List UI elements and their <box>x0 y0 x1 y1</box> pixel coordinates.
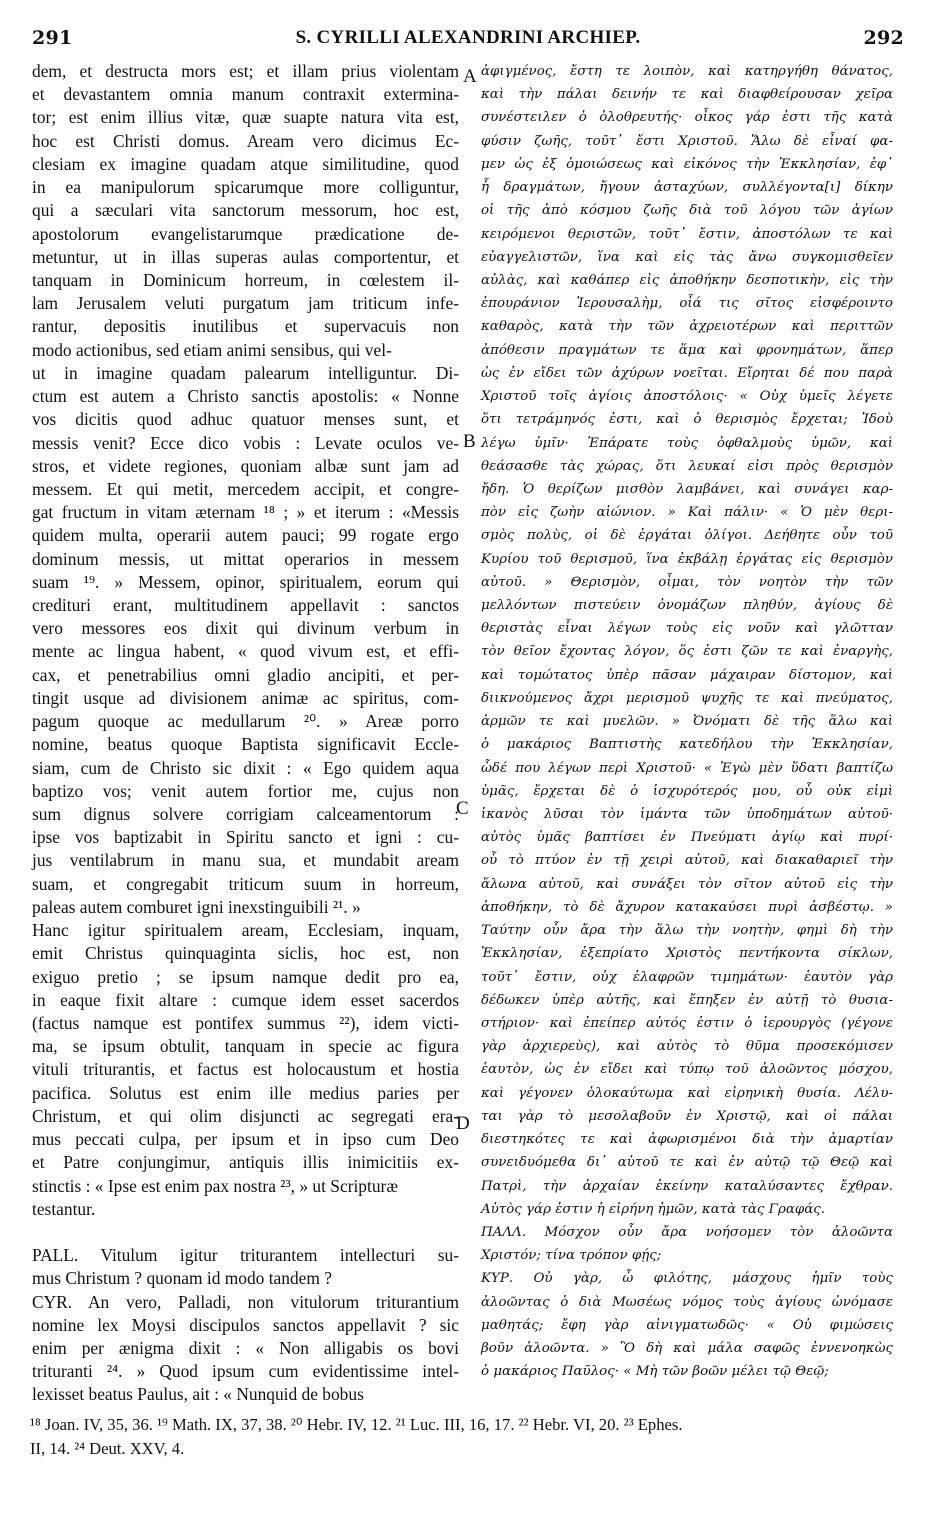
greek-text-line: ἅλωνα αὐτοῦ, καὶ συνάξει τὸν σῖτον αὐτοῦ εἰς τὴν <box>481 876 893 892</box>
greek-text-line: μαθητάς; ἔφη γὰρ αἰνιγματωδῶς· « Οὐ φιμώσεις <box>481 1317 893 1333</box>
latin-text-line: ipse vos baptizabit in Spiritu sancto et igni : cu- <box>32 827 459 848</box>
greek-text-line: στήριον· καὶ ἐπείπερ αὐτός ἐστιν ὁ ἱερουργὸς (γέγονε <box>481 1015 893 1031</box>
greek-text-line: κειρόμενοι θεριστῶν, τοῦτ᾿ ἔστιν, ἀποστόλων τε καὶ <box>481 226 893 242</box>
greek-text-line: καὶ τὴν πάλαι δεινήν τε καὶ διαφθείρουσαν χεῖρα <box>481 87 893 103</box>
greek-text-line: ὧδέ που λέγων περὶ Χριστοῦ· « Ἐγὼ μὲν ὕδατι βαπτίζω <box>481 760 893 776</box>
margin-letter-b: B <box>463 431 476 452</box>
latin-text-line: mus peccati culpa, per ipsum et in ipso cum Deo <box>32 1129 459 1150</box>
latin-text-line: vituli triturantis, et factus est holocaustum et hostia <box>32 1059 459 1080</box>
latin-text-line: apostolorum evangelistarumque prædicatione de- <box>32 223 459 244</box>
greek-column <box>481 60 893 1383</box>
page-number-right: 292 <box>863 27 904 49</box>
greek-text-line: λέγω ὑμῖν· Ἐπάρατε τοὺς ὀφθαλμοὺς ὑμῶν, καὶ <box>481 435 893 451</box>
greek-text-line: αὐτοῦ. » Θερισμὸν, οἶμαι, τὸν νοητὸν τὴν τῶν <box>481 574 893 590</box>
latin-text-line: clesiam ex imagine quadam atque similitudine, quod <box>32 153 459 174</box>
latin-text-line: nomine, beatus quoque Baptista significavit Eccle- <box>32 734 459 755</box>
greek-text-line: τοῦτ᾿ ἔστιν, οὐχ ἐλαφρῶν τιμημάτων· ἑαυτὸν γὰρ <box>481 969 893 985</box>
greek-text-line: ἀποθήκην, τὸ δὲ ἄχυρον κατακαύσει πυρὶ ἀσβέστῳ. » <box>481 899 893 915</box>
latin-text-line: et devastantem omnia manum contraxit extermina- <box>32 84 459 105</box>
latin-text-line: pacifica. Solutus est enim ille medius paries per <box>32 1082 459 1103</box>
greek-text-line: ἁρμῶν τε καὶ μυελῶν. » Ὀνόματι δὲ τῆς ἅλω καὶ <box>481 714 893 730</box>
greek-text-line: τὸν θεῖον ἔχοντας λόγον, ὅς ἐστι ζῶν τε καὶ ἐναργὴς, <box>481 644 893 660</box>
latin-text-line: vos dicitis quod adhuc quatuor menses sunt, et <box>32 409 459 430</box>
latin-text-line: paleas autem comburet igni inexstinguibili ²¹. » <box>32 896 361 917</box>
latin-text-line: tingit usque ad divisionem animæ ac spiritus, com- <box>32 687 459 708</box>
greek-text-line: συνέστειλεν ὁ ὀλοθρευτής· οἶκος γάρ ἐστι τῆς κατὰ <box>481 110 893 126</box>
latin-text-line: suam ¹⁹. » Messem, opinor, spiritualem, eorum qui <box>32 571 459 592</box>
latin-text-line: modo actionibus, sed etiam animi sensibus, qui vel- <box>32 339 392 360</box>
latin-text-line: emit Christus quinquaginta siclis, hoc est, non <box>32 943 459 964</box>
latin-text-line: quidem multa, operarii autem pauci; 99 rogate ergo <box>32 525 459 546</box>
paragraph-gap <box>32 1221 459 1244</box>
latin-text-line: ma, se ipsum obtulit, tanquam in specie ac figura <box>32 1036 459 1057</box>
margin-letter-c: C <box>456 798 469 819</box>
greek-text-line: Χριστοῦ τοῖς ἁγίοις ἀποστόλοις· « Οὐχ ὑμεῖς λέγετε <box>481 389 893 405</box>
greek-text-line: θεριστὰς εἶναι λέγων τοὺς εἰς νοῦν καὶ γλῶτταν <box>481 621 893 637</box>
greek-text-line: καθαρὸς, κατὰ τὴν τῶν ἀχρειοτέρων καὶ περιττῶν <box>481 319 893 335</box>
greek-text-line: ὡς ἐν εἴδει τῶν ἀχύρων νοεῖται. Εἴρηται δέ που παρὰ <box>481 365 893 381</box>
latin-text-line: siam, cum de Christo sic dixit : « Ego quidem aqua <box>32 757 459 778</box>
latin-text-line: tor; est enim illius vitæ, quæ suapte natura vita est, <box>32 107 459 128</box>
greek-text-line: ΠΑΛΛ. Μόσχον οὖν ἄρα νοήσομεν τὸν ἀλοῶντα <box>481 1224 893 1240</box>
greek-text-line: ΚΥΡ. Οὐ γὰρ, ὦ φιλότης, μάσχους ἡμῖν τοὺς <box>481 1271 893 1287</box>
greek-text-line: γὰρ ἀρχιερεὺς), καὶ αὐτὸς τὸ θῦμα προσεκόμισεν <box>481 1039 893 1055</box>
latin-text-line: CYR. An vero, Palladi, non vitulorum triturantium <box>32 1291 459 1312</box>
greek-text-line: πὸν εἰς ζωὴν αἰώνιον. » Καὶ πάλιν· « Ὁ μὲν θερι- <box>481 505 893 521</box>
greek-text-line: βοῦν ἀλοῶντα. » Ὃ δὴ καὶ μάλα σαφῶς ἐννενοηκὼς <box>481 1341 893 1357</box>
greek-text-line: Κυρίου τοῦ θερισμοῦ, ἵνα ἐκβάλῃ ἐργάτας εἰς θερισμὸν <box>481 551 893 567</box>
latin-text-line: messis venit? Ecce dico vobis : Levate oculos ve- <box>32 432 459 453</box>
latin-text-line: dominum messis, ut mittat operarios in messem <box>32 548 459 569</box>
greek-text-line: ἀφιγμένος, ἔστη τε λοιπὸν, καὶ κατηργήθη θάνατος, <box>481 64 893 79</box>
margin-letter-a: A <box>463 66 477 87</box>
greek-text-line: συνειδυόμεθα δι᾿ αὐτοῦ τε καὶ ἐν αὐτῷ τῷ Θεῷ καὶ <box>481 1155 893 1171</box>
greek-text-line: θεάσασθε τὰς χώρας, ὅτι λευκαί εἰσι πρὸς θερισμὸν <box>481 458 893 474</box>
greek-text-line: ἧ δραγμάτων, ἤγουν ἀσταχύων, συλλέγοντα[ι] δίκην <box>481 180 893 196</box>
greek-text-line: διεστηκότες τε καὶ ἀφωρισμένοι διὰ τὴν ἁμαρτίαν <box>481 1132 893 1148</box>
latin-text-line: rantur, depositis inutilibus et supervacuis non <box>32 316 459 337</box>
greek-text-line: αὐλὰς, καὶ καθάπερ εἰς ἀποθήκην δεσποτικὴν, εἰς τὴν <box>481 272 893 288</box>
latin-text-line: Hanc igitur spiritualem aream, Ecclesiam, inquam, <box>32 920 459 941</box>
greek-text-line: ται γὰρ τὸ μεσολαβοῦν ἐν Χριστῷ, καὶ οἱ πάλαι <box>481 1108 893 1124</box>
greek-text-line: ἀπόθεσιν πραγμάτων τε ἅμα καὶ φρονημάτων, ἅπερ <box>481 342 893 358</box>
greek-text-line: ὅτι τετράμηνός ἐστι, καὶ ὁ θερισμὸς ἔρχεται; Ἰδοὺ <box>481 412 893 428</box>
greek-text-line: μεν ὡς ἐξ ὁμοιώσεως καὶ εἰκόνος τὴν Ἐκκλησίαν, ἐφ᾿ <box>481 156 893 172</box>
latin-text-line: qui a sæculari vita sanctorum messorum, hoc est, <box>32 200 459 221</box>
greek-text-line: ὁ μακάριος Βαπτιστὴς κατεδήλου τὴν Ἐκκλησίαν, <box>481 737 893 753</box>
greek-text-line: οἱ τῆς ἀπὸ κόσμου ζωῆς διὰ τοῦ λόγου τῶν ἁγίων <box>481 203 893 219</box>
latin-text-line: stros, et videte regiones, quoniam albæ sunt jam ad <box>32 455 459 476</box>
footnote-line: II, 14. ²⁴ Deut. XXV, 4. <box>30 1439 185 1458</box>
latin-text-line: jus ventilabrum in manu sua, et mundabit aream <box>32 850 459 871</box>
latin-text-line: enim per ænigma dixit : « Non alligabis os bovi <box>32 1338 459 1359</box>
latin-text-line: sum dignus solvere corrigiam calceamentorum : <box>32 804 459 824</box>
latin-column <box>32 60 459 1407</box>
greek-text-line: ἱκανὸς λῦσαι τὸν ἱμάντα τῶν ὑποδημάτων αὐτοῦ· <box>481 807 893 822</box>
latin-text-line: credituri erant, multitudinem appellavit : sanctos <box>32 595 459 616</box>
page-number-left: 291 <box>32 27 73 49</box>
greek-text-line: φύσιν ζωῆς, τοῦτ᾿ ἔστι Χριστοῦ. Ἅλω δὲ εἶναί φα- <box>481 133 893 149</box>
latin-text-line: et Patre conjungimur, antiquis illis inimicitiis ex- <box>32 1152 459 1173</box>
greek-text-line: Πατρὶ, τὴν ἀρχαίαν ἐκείνην καταλύσαντες ἔχθραν. <box>481 1178 893 1194</box>
latin-text-line: metuntur, ut in illas superas aulas comportentur, et <box>32 246 459 267</box>
latin-text-line: hoc est Christi domus. Aream vero dicimus Ec- <box>32 130 459 151</box>
greek-text-line: ἐπουράνιον Ἱερουσαλὴμ, οἷά τις σῖτος εἰσφέροιντο <box>481 296 893 312</box>
greek-text-line: Ἐκκλησίαν, ἐξεπρίατο Χριστὸς πεντήκοντα σίκλων, <box>481 946 893 962</box>
latin-text-line: PALL. Vitulum igitur triturantem intellecturi su- <box>32 1245 459 1266</box>
greek-text-line: οὗ τὸ πτύον ἐν τῇ χειρὶ αὐτοῦ, καὶ διακαθαριεῖ τὴν <box>481 853 893 869</box>
latin-text-line: dem, et destructa mors est; et illam prius violentam <box>32 61 459 81</box>
running-title: S. CYRILLI ALEXANDRINI ARCHIEP. <box>295 27 641 48</box>
latin-text-line: trituranti ²⁴. » Quod ipsum cum evidentissime intel- <box>32 1361 459 1382</box>
latin-text-line: testantur. <box>32 1198 96 1219</box>
footnotes <box>30 1413 902 1461</box>
latin-text-line: lexisset beatus Paulus, ait : « Nunquid de bobus <box>32 1384 364 1405</box>
latin-text-line: ctum est autem a Christo sanctis apostolis: « Nonne <box>32 386 459 407</box>
greek-text-line: ὑμᾶς, ἔρχεται δὲ ὁ ἰσχυρότερός μου, οὗ οὐκ εἰμὶ <box>481 783 893 799</box>
greek-text-line: καὶ τομώτατος ὑπὲρ πᾶσαν μάχαιραν δίστομον, καὶ <box>481 667 893 683</box>
latin-text-line: mus Christum ? quonam id modo tandem ? <box>32 1268 332 1289</box>
latin-text-line: gat fructum in vitam æternam ¹⁸ ; » et iterum : «Messis <box>32 502 459 523</box>
greek-text-line: καὶ γέγονεν ὁλοκαύτωμα καὶ εἰρηνικὴ θυσία. Λέλυ- <box>481 1085 893 1101</box>
footnote-line: ¹⁸ Joan. IV, 35, 36. ¹⁹ Math. IX, 37, 38. ²⁰ Hebr. IV, 12. ²¹ Luc. III, 16, 17. ²² Hebr. VI, 20. ²³ Ephes. <box>30 1415 683 1434</box>
greek-text-line: μελλόντων πιστεύειν ὀνομάζων πληθύν, ἁγίους δὲ <box>481 598 893 614</box>
latin-text-line: tanquam in Dominicum horreum, in cœlestem il- <box>32 269 459 290</box>
latin-text-line: vero messores eos dixit qui divinum verbum in <box>32 618 459 639</box>
greek-text-line: ἑαυτὸν, ὡς ἐν εἴδει καὶ τύπῳ τοῦ ἀλοῶντος μόσχου, <box>481 1062 893 1078</box>
greek-text-line: Χριστόν; τίνα τρόπον φῄς; <box>481 1248 662 1264</box>
latin-text-line: pagum quoque ac medullarum ²⁰. » Areæ porro <box>32 711 459 732</box>
latin-text-line: (factus namque est pontifex summus ²²), idem victi- <box>32 1012 459 1033</box>
latin-text-line: nomine lex Moysi discipulos sanctos appellavit ? sic <box>32 1314 459 1335</box>
latin-text-line: in ea manipulorum spicarumque more colliguntur, <box>32 177 459 198</box>
greek-text-line: Ταύτην οὖν ἄρα τὴν ἅλω τὴν νοητὴν, φημὶ δὴ τὴν <box>481 923 893 939</box>
greek-text-line: διικνούμενος ἄχρι μερισμοῦ ψυχῆς τε καὶ πνεύματος, <box>481 690 893 706</box>
greek-text-line: ἤδη. Ὁ θερίζων μισθὸν λαμβάνει, καὶ συνάγει καρ- <box>481 481 893 497</box>
latin-text-line: exiguo pretio ; se ipsum namque dedit pro ea, <box>32 966 459 987</box>
latin-text-line: lam Jerusalem veluti purgatum jam triticum infe- <box>32 293 459 314</box>
greek-text-line: ἀλοῶντας ὁ διὰ Μωσέως νόμος τοὺς ἁγίους ὠνόμασε <box>481 1294 893 1310</box>
latin-text-line: baptizo vos; venit autem fortior me, cujus non <box>32 780 459 801</box>
greek-text-line: Αὐτὸς γάρ ἐστιν ἡ εἰρήνη ἡμῶν, κατὰ τὰς Γραφάς. <box>481 1201 826 1217</box>
latin-text-line: ut in imagine quadam palearum intelliguntur. Di- <box>32 362 459 383</box>
latin-text-line: cax, et penetrabilius omni gladio ancipiti, et per- <box>32 664 459 685</box>
latin-text-line: stinctis : « Ipse est enim pax nostra ²³, » ut Scripturæ <box>32 1175 398 1196</box>
latin-text-line: in eaque fixit altare : cumque idem esset sacerdos <box>32 989 459 1010</box>
running-header <box>28 27 908 55</box>
latin-text-line: messem. Et qui metit, mercedem accipit, et congre- <box>32 478 459 499</box>
greek-text-line: δέδωκεν ὑπὲρ αὐτῆς, καὶ ἔπηξεν ἐν αὐτῇ τὸ θυσια- <box>481 992 893 1008</box>
greek-text-line: ὁ μακάριος Παῦλος· « Μὴ τῶν βοῶν μέλει τῷ Θεῷ; <box>481 1364 829 1380</box>
greek-text-line: σμὸς πολὺς, οἱ δὲ ἐργάται ὀλίγοι. Δεήθητε οὖν τοῦ <box>481 528 893 544</box>
latin-text-line: Christum, et qui olim disjuncti ac segregati era- <box>32 1105 459 1126</box>
margin-letter-d: D <box>456 1113 470 1134</box>
latin-text-line: mente ac lingua habent, « quod vivum est, et effi- <box>32 641 459 662</box>
latin-text-line: suam, et congregabit triticum suum in horreum, <box>32 873 459 894</box>
greek-text-line: αὐτὸς ὑμᾶς βαπτίσει ἐν Πνεύματι ἁγίῳ καὶ πυρί· <box>481 830 893 846</box>
greek-text-line: εὐαγγελιστῶν, ἵνα καὶ εἰς τὰς ἄνω συγκομισθεῖεν <box>481 249 893 265</box>
